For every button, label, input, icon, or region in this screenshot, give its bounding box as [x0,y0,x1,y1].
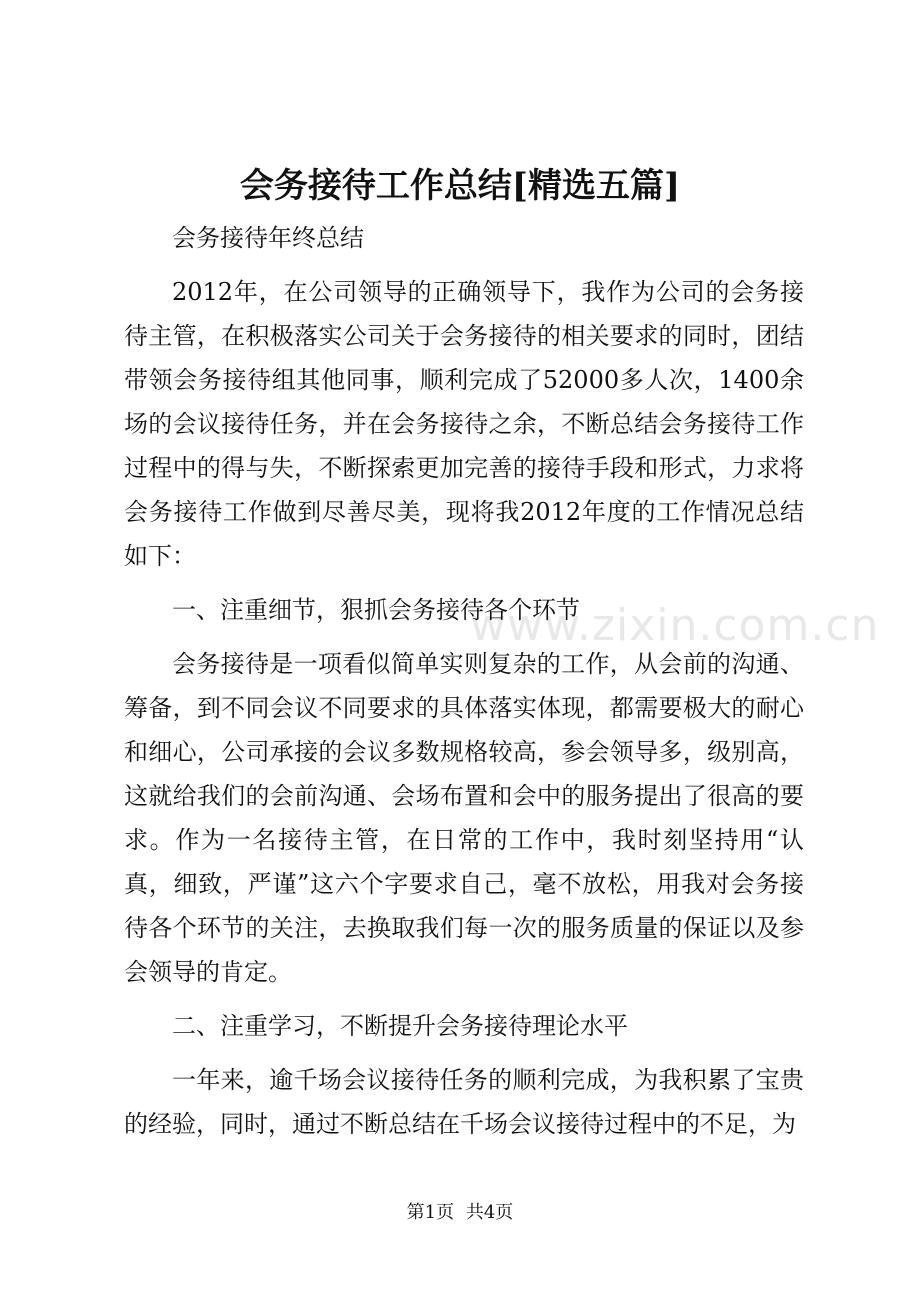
section-heading-2: 二、注重学习，不断提升会务接待理论水平 [172,1012,628,1040]
section-subtitle: 会务接待年终总结 [172,224,364,252]
document-body [124,216,880,1156]
watermark: www.zixin.com.cn [470,600,880,651]
paragraph-section-2: 一年来，逾千场会议接待任务的顺利完成，为我积累了宝贵的经验，同时，通过不断总结在千场会议接待过程中的不足，为 [124,1066,804,1138]
page-number: 第1页 [406,1202,455,1223]
page-footer [0,1200,920,1226]
paragraph-section-1: 会务接待是一项看似简单实则复杂的工作，从会前的沟通、筹备，到不同会议不同要求的具体落实体现，都需要极大的耐心和细心，公司承接的会议多数规格较高，参会领导多，级别高，这就给我们的会前沟通、会场布置和会中的服务提出了很高的要求。作为一名接待主管，在日常的工作中，我时刻坚持用“认真，细致，严谨”这六个字要求自己，毫不放松，用我对会务接待各个环节的关注，去换取我们每一次的服务质量的保证以及参会领导的肯定。 [124,650,804,986]
paragraph-intro: 2012年，在公司领导的正确领导下，我作为公司的会务接待主管，在积极落实公司关于会务接待的相关要求的同时，团结带领会务接待组其他同事，顺利完成了52000多人次，1400余场的会议接待任务，并在会务接待之余，不断总结会务接待工作过程中的得与失，不断探索更加完善的接待手段和形式，力求将会务接待工作做到尽善尽美，现将我2012年度的工作情况总结如下： [124,278,804,570]
section-heading-1: 一、注重细节，狠抓会务接待各个环节 [172,596,580,624]
page-total: 共4页 [465,1202,514,1223]
document-title: 会务接待工作总结[精选五篇] [239,166,681,206]
